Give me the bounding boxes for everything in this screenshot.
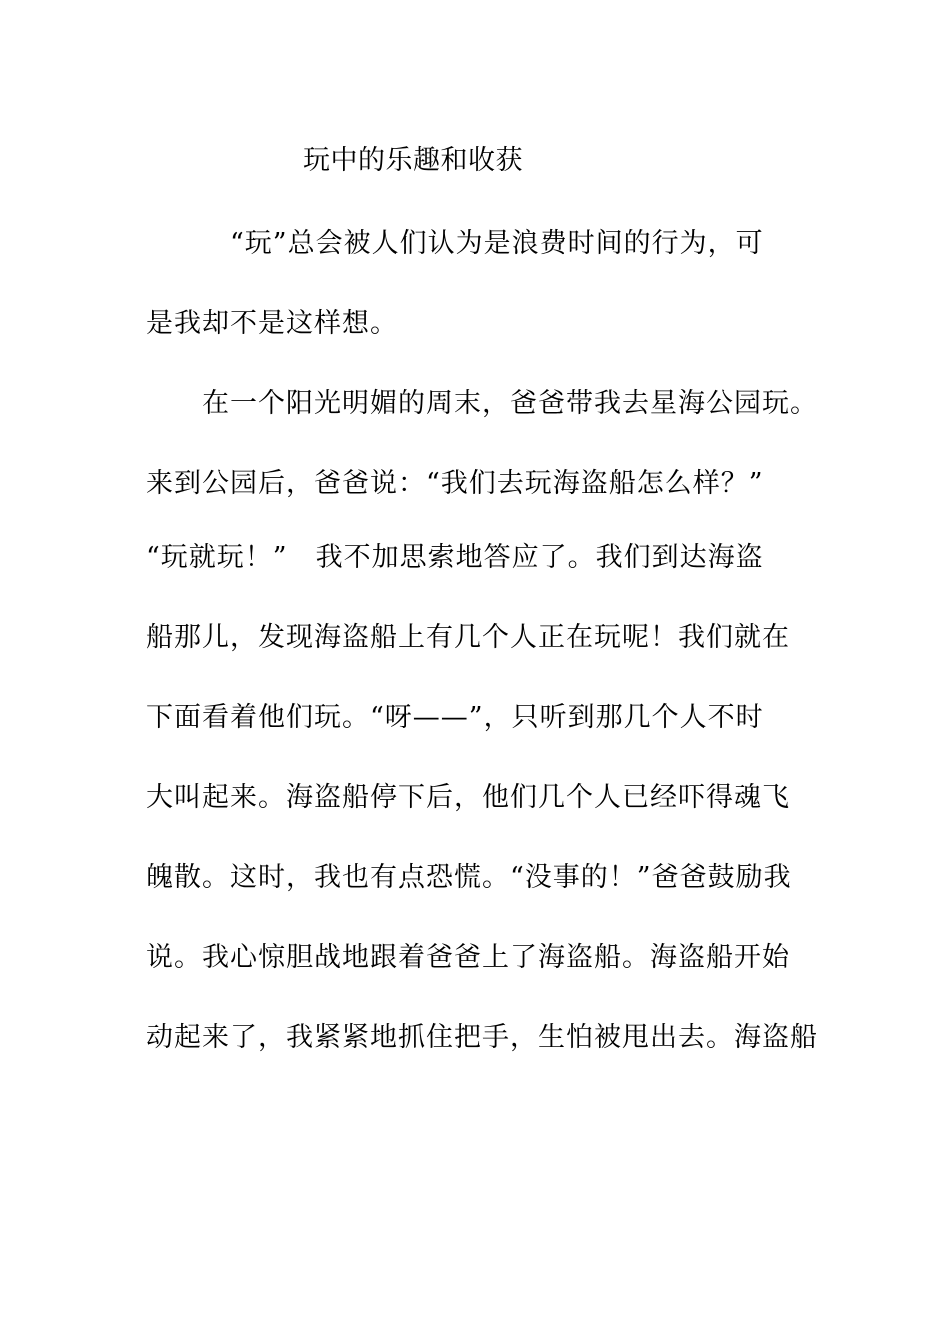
paragraph-line: “玩”总会被人们认为是浪费时间的行为，可 [146, 228, 764, 259]
paragraph-line: 说。我心惊胆战地跟着爸爸上了海盗船。海盗船开始 [146, 942, 790, 973]
paragraph-line: 来到公园后，爸爸说：“我们去玩海盗船怎么样？” [146, 468, 764, 499]
document-title: 玩中的乐趣和收获 [303, 145, 523, 176]
paragraph-line: 船那儿，发现海盗船上有几个人正在玩呢！我们就在 [146, 622, 790, 653]
paragraph-line: “玩就玩！” 我不加思索地答应了。我们到达海盗 [146, 542, 764, 573]
paragraph-line: 大叫起来。海盗船停下后，他们几个人已经吓得魂飞 [146, 782, 790, 813]
paragraph-line: 下面看着他们玩。“呀——”，只听到那几个人不时 [146, 702, 764, 733]
paragraph-line: 魄散。这时，我也有点恐慌。“没事的！”爸爸鼓励我 [146, 862, 792, 893]
paragraph-line: 动起来了，我紧紧地抓住把手，生怕被甩出去。海盗船 [146, 1022, 818, 1053]
paragraph-line: 在一个阳光明媚的周末，爸爸带我去星海公园玩。 [146, 388, 818, 419]
paragraph-line: 是我却不是这样想。 [146, 308, 398, 339]
